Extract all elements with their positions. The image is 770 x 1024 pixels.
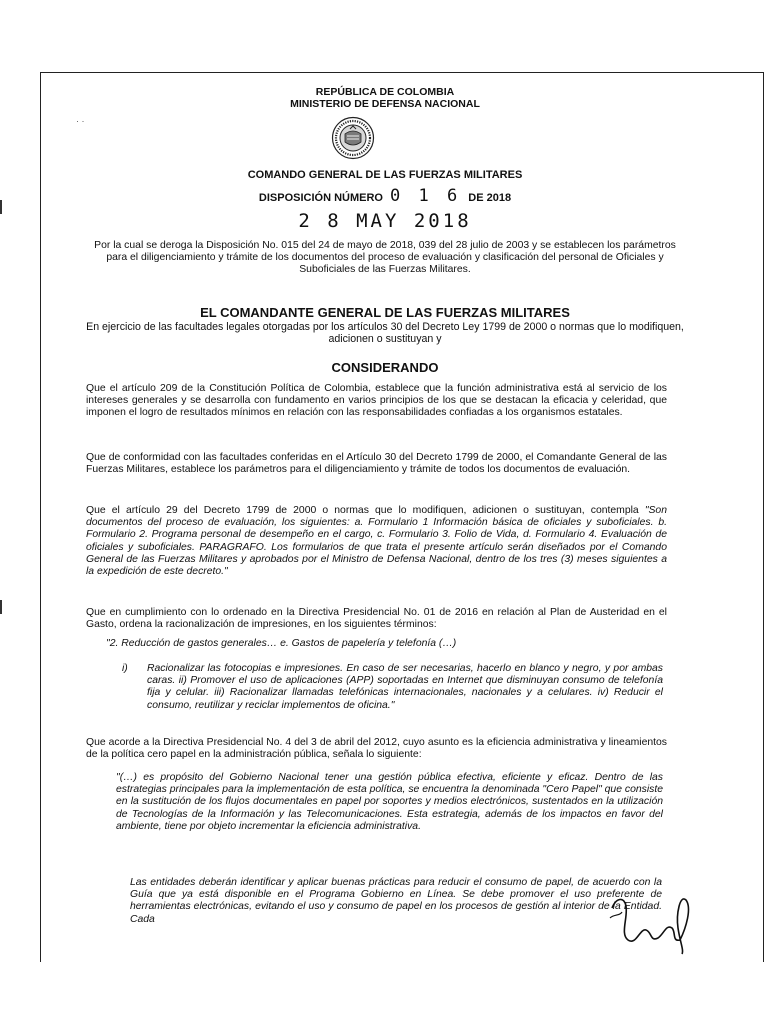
- paragraph-1: Que el artículo 209 de la Constitución Política de Colombia, establece que la función administrativa está al servicio de los intereses generales y se desarrolla con fundamento en varios principios de los que se destacan la eficacia y celeridad, que imponen el logro de resultados mínimos en relación con las responsabilidades confiadas a los organismos estatales.: [86, 383, 667, 419]
- quote-3: "(…) es propósito del Gobierno Nacional tener una gestión pública efectiva, eficiente y eficaz. Dentro de las estrategias principales para la implementación de esta política, se encuentra la denominada "Cero Papel" que consiste en la sustitución de los flujos documentales en papel por soportes y medios electrónicos, sustentados en la utilización de Tecnologías de la Información y las Telecomunicaciones. Esta estrategia, además de los impactos en favor del ambiente, tiene por objeto incrementar la eficiencia administrativa.: [116, 772, 663, 832]
- paragraph-5: Que acorde a la Directiva Presidencial No. 4 del 3 de abril del 2012, cuyo asunto es la eficiencia administrativa y lineamientos de la política cero papel en la administración pública, señala lo siguiente:: [86, 737, 667, 761]
- paragraph-3-quote: "Son documentos del proceso de evaluación, los siguientes: a. Formulario 1 Información básica de oficiales y suboficiales. b. Formulario 2. Programa personal de desempeño en el cargo, c. Formulario 3. Folio de Vida, d. Formulario 4. Evaluación de oficiales y suboficiales. PARAGRAFO. Los formularios de que trata el presente artículo serán diseñados por el Comando General de las Fuerzas Militares y aprobados por el Ministro de Defensa Nacional, dentro de los tres (3) meses siguientes a la expedición de este decreto.": [86, 505, 667, 578]
- scan-dots: · ·: [76, 116, 85, 126]
- disposition-prefix: DISPOSICIÓN NÚMERO: [258, 192, 383, 204]
- seal-icon: [331, 116, 375, 160]
- ministry-heading: MINISTERIO DE DEFENSA NACIONAL: [290, 98, 480, 110]
- scan-edge-mark: [0, 600, 2, 614]
- paragraph-3-lead: Que el artículo 29 del Decreto 1799 de 2000 o normas que lo modifiquen, adicionen o sustituyan, contempla: [86, 505, 645, 516]
- signature-icon: [606, 888, 698, 958]
- date-stamp: 2 8 MAY 2018: [298, 210, 472, 232]
- quote-2: Racionalizar las fotocopias e impresiones. En caso de ser necesarias, hacerlo en blanco y negro, y por ambas caras. ii) Promover el uso de aplicaciones (APP) soportadas en Internet que disminuyan consumo de telefonía fija y celular. iii) Racionalizar llamadas telefónicas internacionales, nacionales y a celulares. iv) Reducir el consumo, reutilizar y reciclar implementos de oficina.": [147, 663, 663, 711]
- considerando-heading: CONSIDERANDO: [331, 360, 439, 375]
- quote-4: Las entidades deberán identificar y aplicar buenas prácticas para reducir el consumo de papel, de acuerdo con la Guía que ya está disponible en el Programa Gobierno en Línea. Se debe promover el uso preferente de herramientas electrónicas, evitando el uso y consumo de papel en los procesos de gestión al interior de la Entidad. Cada: [130, 877, 662, 925]
- authority-paragraph: En ejercicio de las facultades legales otorgadas por los artículos 30 del Decreto Ley 1799 de 2000 o normas que lo modifiquen, adicionen o sustituyan y: [86, 321, 684, 346]
- summary-paragraph: Por la cual se deroga la Disposición No. 015 del 24 de mayo de 2018, 039 del 28 julio de 2003 y se establecen los parámetros para el diligenciamiento y trámite de los documentos del proceso de evaluación y clasificación del personal de Oficiales y Suboficiales de las Fuerzas Militares.: [94, 240, 676, 276]
- disposition-line: [0, 186, 770, 206]
- disposition-year: DE 2018: [468, 192, 512, 204]
- quote-2-marker: i): [122, 663, 128, 674]
- disposition-number: 0 1 6: [390, 186, 462, 206]
- paragraph-2: Que de conformidad con las facultades conferidas en el Artículo 30 del Decreto 1799 de 2000, el Comandante General de las Fuerzas Militares, establece los parámetros para el diligenciamiento y trámite de todos los documentos de evaluación.: [86, 452, 667, 476]
- paragraph-4: Que en cumplimiento con lo ordenado en la Directiva Presidencial No. 01 de 2016 en relación al Plan de Austeridad en el Gasto, ordena la racionalización de impresiones, en los siguientes términos:: [86, 607, 667, 631]
- paragraph-3: [86, 505, 667, 578]
- quote-1: "2. Reducción de gastos generales… e. Gastos de papelería y telefonía (…): [106, 638, 457, 649]
- country-heading: REPÚBLICA DE COLOMBIA: [315, 86, 455, 98]
- command-heading: COMANDO GENERAL DE LAS FUERZAS MILITARES: [247, 169, 523, 181]
- commander-title: EL COMANDANTE GENERAL DE LAS FUERZAS MILITARES: [200, 305, 570, 320]
